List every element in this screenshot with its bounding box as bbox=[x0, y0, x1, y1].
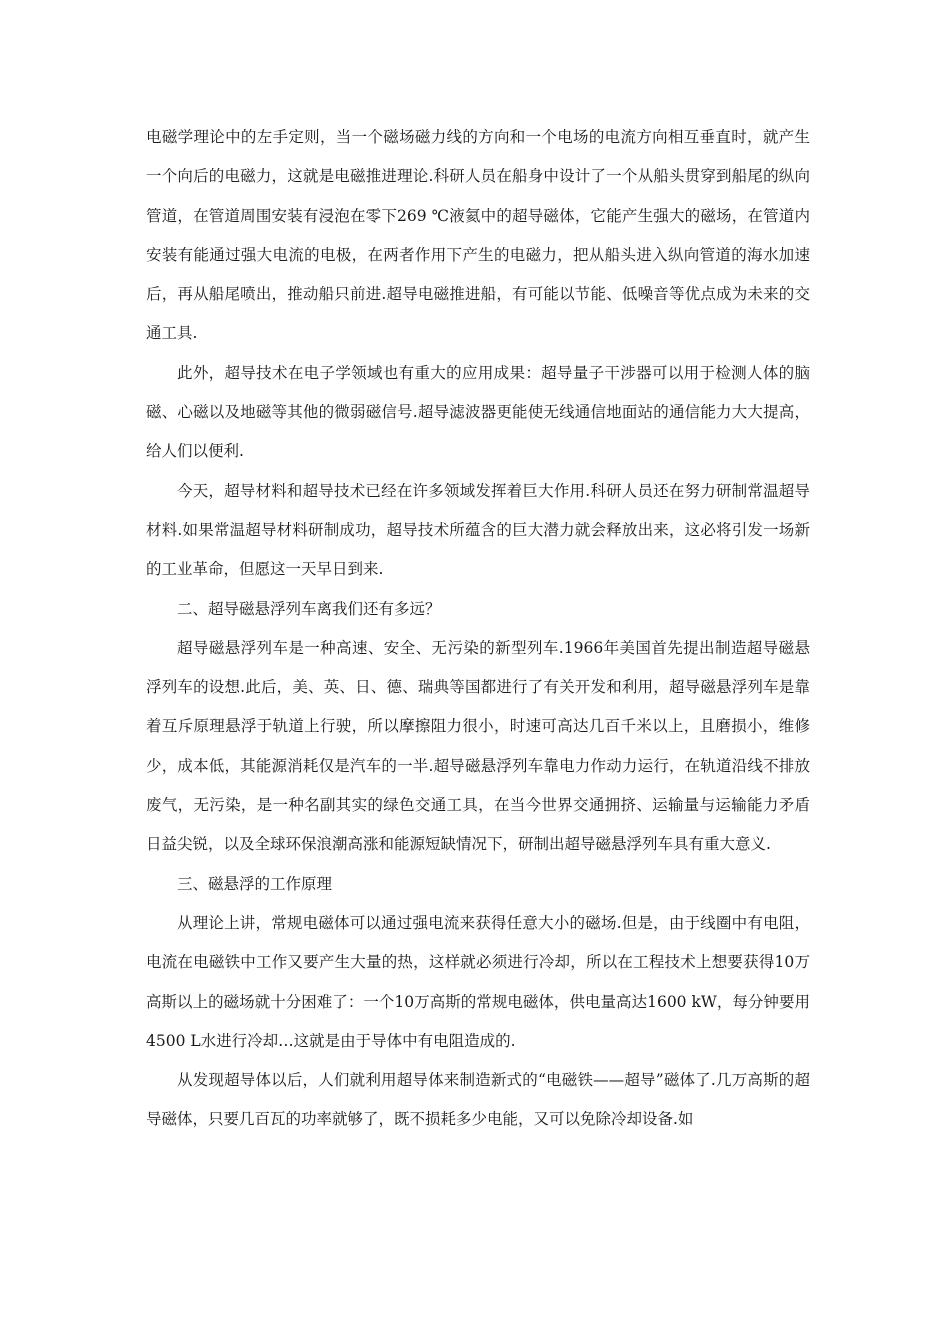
paragraph-conventional-electromagnet: 从理论上讲，常规电磁体可以通过强电流来获得任意大小的磁场.但是，由于线圈中有电阻，电流在电磁铁中工作又要产生大量的热，这样就必须进行冷却，所以在工程技术上想要获得10万高斯以上的磁场就十分困难了：一个10万高斯的常规电磁体，供电量高达1600 kW，每分钟要用4500 L水进行冷却…这就是由于导体中有电阻造成的. bbox=[146, 913, 810, 1050]
section-heading-maglev-principle: 三、磁悬浮的工作原理 bbox=[177, 874, 333, 893]
paragraph-superconducting-magnet: 从发现超导体以后，人们就利用超导体来制造新式的“电磁铁——超导”磁体了.几万高斯的超导磁体，只要几百瓦的功率就够了，既不损耗多少电能，又可以免除冷却设备.如 bbox=[146, 1071, 810, 1129]
paragraph-room-temperature-superconductor: 今天，超导材料和超导技术已经在许多领域发挥着巨大作用.科研人员还在努力研制常温超导材料.如果常温超导材料研制成功，超导技术所蕴含的巨大潜力就会释放出来，这必将引发一场新的工业革命，但愿这一天早日到来. bbox=[146, 481, 810, 579]
section-heading-maglev-distance: 二、超导磁悬浮列车离我们还有多远？ bbox=[177, 599, 441, 618]
document-body bbox=[146, 118, 810, 1140]
paragraph-superconducting-electronics: 此外，超导技术在电子学领域也有重大的应用成果：超导量子干涉器可以用于检测人体的脑磁、心磁以及地磁等其他的微弱磁信号.超导滤波器更能使无线通信地面站的通信能力大大提高，给人们以便利. bbox=[146, 363, 810, 461]
paragraph-maglev-train: 超导磁悬浮列车是一种高速、安全、无污染的新型列车.1966年美国首先提出制造超导磁悬浮列车的设想.此后，美、英、日、德、瑞典等国都进行了有关开发和利用，超导磁悬浮列车是靠着互斥原理悬浮于轨道上行驶，所以摩擦阻力很小，时速可高达几百千米以上，且磨损小，维修少，成本低，其能源消耗仅是汽车的一半.超导磁悬浮列车靠电力作动力运行，在轨道沿线不排放废气，无污染，是一种名副其实的绿色交通工具，在当今世界交通拥挤、运输量与运输能力矛盾日益尖锐，以及全球环保浪潮高涨和能源短缺情况下，研制出超导磁悬浮列车具有重大意义. bbox=[146, 638, 810, 854]
paragraph-electromagnetic-propulsion: 电磁学理论中的左手定则，当一个磁场磁力线的方向和一个电场的电流方向相互垂直时，就产生一个向后的电磁力，这就是电磁推进理论.科研人员在船身中设计了一个从船头贯穿到船尾的纵向管道，在管道周围安装有浸泡在零下269 ℃液氦中的超导磁体，它能产生强大的磁场，在管道内安装有能通过强大电流的电极，在两者作用下产生的电磁力，把从船头进入纵向管道的海水加速后，再从船尾喷出，推动船只前进.超导电磁推进船，有可能以节能、低噪音等优点成为未来的交通工具. bbox=[146, 128, 810, 343]
